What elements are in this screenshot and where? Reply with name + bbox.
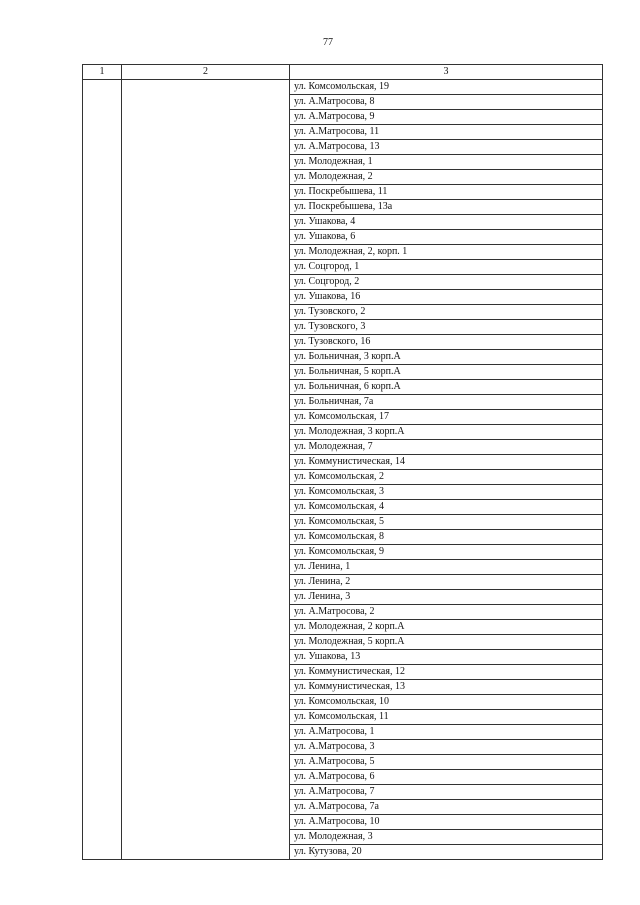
- address-cell: ул. Поскребышева, 11: [290, 185, 603, 200]
- address-cell: ул. Молодежная, 3 корп.А: [290, 425, 603, 440]
- address-cell: ул. Комсомольская, 5: [290, 515, 603, 530]
- empty-cell-col-2: [122, 80, 290, 860]
- address-cell: ул. Коммунистическая, 12: [290, 665, 603, 680]
- address-cell: ул. Ленина, 2: [290, 575, 603, 590]
- address-cell: ул. Тузовского, 16: [290, 335, 603, 350]
- address-cell: ул. Комсомольская, 9: [290, 545, 603, 560]
- address-cell: ул. Больничная, 5 корп.А: [290, 365, 603, 380]
- address-cell: ул. А.Матросова, 6: [290, 770, 603, 785]
- address-cell: ул. А.Матросова, 13: [290, 140, 603, 155]
- address-cell: ул. Молодежная, 1: [290, 155, 603, 170]
- address-cell: ул. А.Матросова, 10: [290, 815, 603, 830]
- address-cell: ул. Молодежная, 2: [290, 170, 603, 185]
- address-cell: ул. А.Матросова, 1: [290, 725, 603, 740]
- address-cell: ул. Комсомольская, 17: [290, 410, 603, 425]
- address-cell: ул. Коммунистическая, 14: [290, 455, 603, 470]
- column-header-2: 2: [122, 65, 290, 80]
- address-table: [82, 64, 603, 860]
- address-cell: ул. Комсомольская, 3: [290, 485, 603, 500]
- column-header-1: 1: [83, 65, 122, 80]
- address-cell: ул. Молодежная, 3: [290, 830, 603, 845]
- address-cell: ул. Коммунистическая, 13: [290, 680, 603, 695]
- table-row: [83, 80, 603, 95]
- address-cell: ул. Комсомольская, 2: [290, 470, 603, 485]
- address-cell: ул. А.Матросова, 7а: [290, 800, 603, 815]
- address-cell: ул. Тузовского, 2: [290, 305, 603, 320]
- address-cell: ул. Комсомольская, 10: [290, 695, 603, 710]
- address-cell: ул. А.Матросова, 3: [290, 740, 603, 755]
- address-cell: ул. Ушакова, 13: [290, 650, 603, 665]
- empty-cell-col-1: [83, 80, 122, 860]
- address-cell: ул. Соцгород, 2: [290, 275, 603, 290]
- address-cell: ул. Ленина, 3: [290, 590, 603, 605]
- address-cell: ул. А.Матросова, 7: [290, 785, 603, 800]
- address-cell: ул. Комсомольская, 4: [290, 500, 603, 515]
- address-cell: ул. Больничная, 7а: [290, 395, 603, 410]
- address-cell: ул. Больничная, 3 корп.А: [290, 350, 603, 365]
- address-cell: ул. Комсомольская, 19: [290, 80, 603, 95]
- address-cell: ул. А.Матросова, 5: [290, 755, 603, 770]
- address-cell: ул. Ушакова, 4: [290, 215, 603, 230]
- address-cell: ул. А.Матросова, 8: [290, 95, 603, 110]
- column-header-3: 3: [290, 65, 603, 80]
- address-cell: ул. А.Матросова, 2: [290, 605, 603, 620]
- address-cell: ул. Комсомольская, 11: [290, 710, 603, 725]
- address-cell: ул. Молодежная, 2 корп.А: [290, 620, 603, 635]
- address-cell: ул. Ушакова, 16: [290, 290, 603, 305]
- address-cell: ул. А.Матросова, 9: [290, 110, 603, 125]
- address-cell: ул. Молодежная, 2, корп. 1: [290, 245, 603, 260]
- address-cell: ул. Кутузова, 20: [290, 845, 603, 860]
- address-cell: ул. Соцгород, 1: [290, 260, 603, 275]
- page-number: 77: [323, 37, 333, 48]
- address-cell: ул. Поскребышева, 13а: [290, 200, 603, 215]
- table-body: [83, 80, 603, 860]
- address-cell: ул. Тузовского, 3: [290, 320, 603, 335]
- table-header-row: [83, 65, 603, 80]
- address-cell: ул. А.Матросова, 11: [290, 125, 603, 140]
- address-cell: ул. Комсомольская, 8: [290, 530, 603, 545]
- address-cell: ул. Больничная, 6 корп.А: [290, 380, 603, 395]
- address-cell: ул. Молодежная, 5 корп.А: [290, 635, 603, 650]
- address-cell: ул. Ушакова, 6: [290, 230, 603, 245]
- address-cell: ул. Молодежная, 7: [290, 440, 603, 455]
- address-cell: ул. Ленина, 1: [290, 560, 603, 575]
